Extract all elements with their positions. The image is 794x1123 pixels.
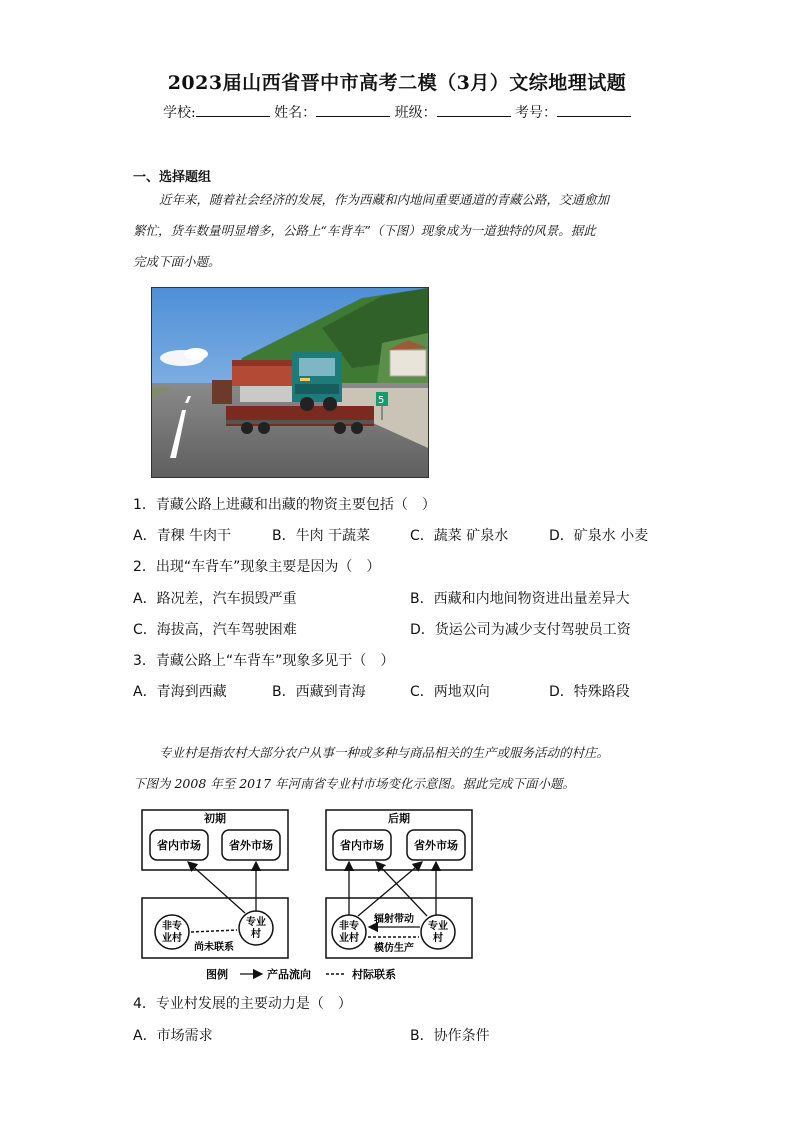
passage-2-line-1: 专业村是指农村大部分农户从事一种或多种与商品相关的生产或服务活动的村庄。 [159,745,610,760]
question-1-option-b[interactable]: B．牛肉 干蔬菜 [272,528,371,544]
late-external-market-label: 省外市场 [414,839,458,852]
early-stage-label: 初期 [204,812,226,825]
early-external-market-label: 省外市场 [229,839,273,852]
question-2-option-a[interactable]: A．路况差，汽车损毁严重 [133,591,297,607]
late-stage-label: 后期 [388,812,410,825]
question-4-option-b[interactable]: B．协作条件 [410,1028,490,1044]
late-non-specialized-line-2: 业村 [339,933,359,944]
passage-2 [133,737,673,799]
question-4-option-a[interactable]: A．市场需求 [133,1028,213,1044]
page-title: 2023届山西省晋中市高考二模（3月）文综地理试题 [167,72,627,94]
road-sign-text: 5 [378,395,385,406]
late-specialized-line-2: 村 [433,933,443,944]
school-label: 学校: [162,105,196,121]
question-1-option-c[interactable]: C．蔬菜 矿泉水 [410,528,509,544]
student-info-line [0,102,794,122]
early-village-link [191,930,237,932]
question-2-option-c[interactable]: C．海拔高，汽车驾驶困难 [133,622,297,638]
late-imitation-label: 模仿生产 [374,943,414,954]
passage-1 [133,184,661,277]
question-3-option-c[interactable]: C．两地双向 [410,684,490,700]
diagram-legend [206,967,396,981]
early-specialized-line-1: 专业 [246,917,266,928]
late-domestic-market-label: 省内市场 [340,839,384,852]
legend-village-label: 村际联系 [352,968,396,981]
early-stage-panel [142,810,288,958]
passage-1-line-3: 完成下面小题。 [133,254,221,269]
passage-1-line-2: 繁忙，货车数量明显增多，公路上“车背车”（下图）现象成为一道独特的风景。据此 [133,223,596,238]
early-specialized-line-2: 村 [251,929,261,940]
question-3-option-a[interactable]: A．青海到西藏 [133,684,227,700]
question-3-stem: 3．青藏公路上“车背车”现象多见于（ ） [133,653,395,669]
question-2-option-d[interactable]: D．货运公司为减少支付驾驶员工资 [410,622,631,638]
name-blank[interactable] [316,104,390,117]
school-blank[interactable] [196,104,270,117]
question-1-option-a[interactable]: A．青稞 牛肉干 [133,528,232,544]
late-stage-panel [326,810,472,958]
exam-no-label: 考号： [515,105,558,121]
question-1-stem: 1．青藏公路上进藏和出藏的物资主要包括（ ） [133,497,436,513]
passage-2-line-2: 下图为 2008 年至 2017 年河南省专业村市场变化示意图。据此完成下面小题。 [133,776,576,791]
section-heading: 一、选择题组 [133,170,212,185]
passage-1-line-1: 近年来，随着社会经济的发展，作为西藏和内地间重要通道的青藏公路，交通愈加 [159,192,610,207]
name-label: 姓名： [274,105,317,121]
legend-label: 图例 [206,968,228,981]
truck-photo-illustration [152,288,428,477]
question-3-option-d[interactable]: D．特殊路段 [549,684,630,700]
question-4-stem: 4．专业村发展的主要动力是（ ） [133,996,352,1012]
early-no-link-label: 尚未联系 [194,942,234,953]
early-non-specialized-line-1: 非专 [162,921,182,932]
early-domestic-market-label: 省内市场 [157,839,201,852]
class-blank[interactable] [437,104,511,117]
class-label: 班级： [394,105,437,121]
question-1-option-d[interactable]: D．矿泉水 小麦 [549,528,649,544]
market-change-diagram [140,806,480,984]
exam-no-blank[interactable] [557,104,631,117]
question-2-stem: 2．出现“车背车”现象主要是因为（ ） [133,559,381,575]
late-specialized-line-1: 专业 [428,921,448,932]
early-non-specialized-line-2: 业村 [162,933,182,944]
late-non-specialized-line-1: 非专 [339,921,359,932]
late-radiation-label: 辐射带动 [374,914,414,925]
question-3-option-b[interactable]: B．西藏到青海 [272,684,366,700]
truck-photo [151,287,429,478]
question-2-option-b[interactable]: B．西藏和内地间物资进出量差异大 [410,591,630,607]
legend-product-label: 产品流向 [267,968,311,981]
